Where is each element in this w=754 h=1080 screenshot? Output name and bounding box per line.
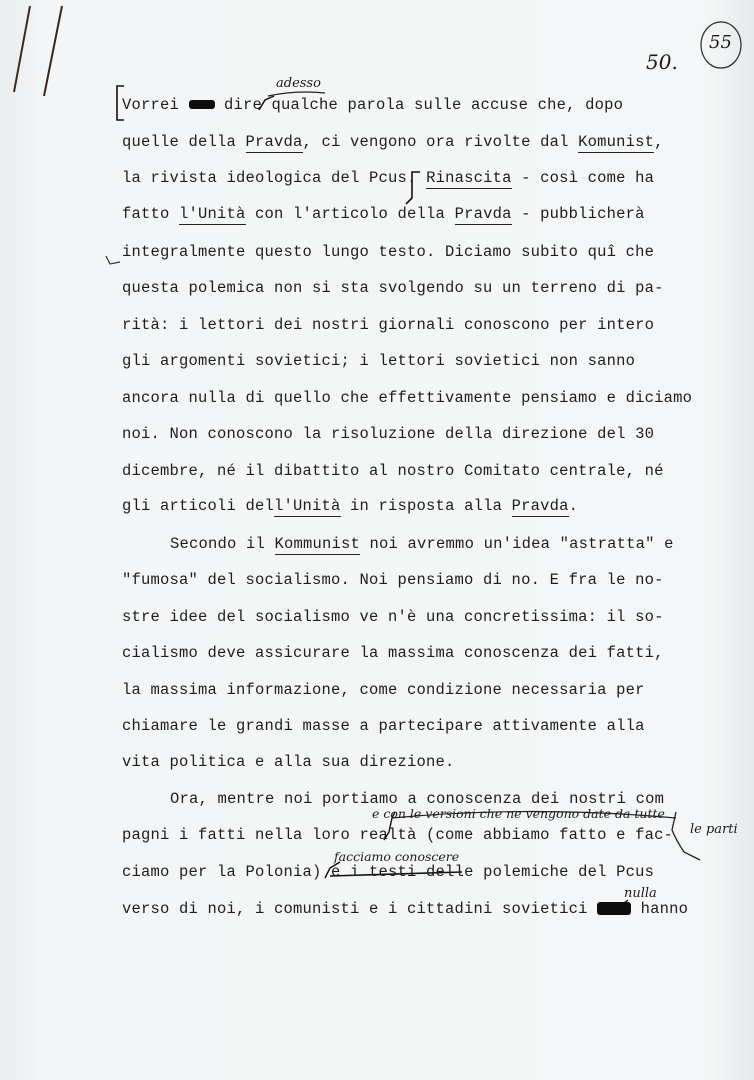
text-line: rità: i lettori dei nostri giornali conoscono per intero bbox=[122, 316, 655, 334]
text-line: questa polemica non si sta svolgendo su un terreno di pa- bbox=[122, 279, 664, 297]
scribbled-word bbox=[189, 100, 215, 109]
annotation-versioni: e con le versioni che ne vengono date da tutte bbox=[372, 806, 665, 821]
margin-tick bbox=[106, 256, 120, 264]
text-line: la massima informazione, come condizione necessaria per bbox=[122, 681, 645, 699]
underlined-title: Rinascita bbox=[426, 169, 512, 187]
annotation-facciamo: facciamo conoscere bbox=[334, 849, 460, 864]
underlined-title: Pravda bbox=[511, 497, 569, 515]
text-line: gli argomenti sovietici; i lettori sovietici non sanno bbox=[122, 352, 636, 370]
struck-text: i testi delle bbox=[350, 863, 474, 881]
underlined-title: l'Unità bbox=[179, 205, 246, 223]
underlined-title: Komunist bbox=[578, 133, 655, 151]
margin-slash-1 bbox=[14, 6, 30, 92]
text-line: stre idee del socialismo ve n'è una concretissima: il so- bbox=[122, 608, 664, 626]
typed-page-number: 50. bbox=[646, 50, 678, 74]
annotation-nulla: nulla bbox=[624, 886, 657, 901]
underlined-title: Pravda bbox=[245, 133, 303, 151]
underlined-title: l'Unità bbox=[274, 497, 341, 515]
text-line: ciamo per la Polonia) e i testi delle polemiche del Pcus bbox=[122, 863, 655, 881]
text-line: integralmente questo lungo testo. Diciamo subito quî che bbox=[122, 243, 655, 261]
annotation-adesso: adesso bbox=[276, 76, 321, 91]
text-line: chiamare le grandi masse a partecipare attivamente alla bbox=[122, 717, 645, 735]
scribbled-word bbox=[597, 902, 631, 915]
annotation-parti: le parti bbox=[690, 822, 738, 837]
text-line: la rivista ideologica del Pcus. Rinascita - così come ha bbox=[122, 169, 655, 187]
text-line: cialismo deve assicurare la massima conoscenza dei fatti, bbox=[122, 644, 664, 662]
text-line: Ora, mentre noi portiamo a conoscenza dei nostri com bbox=[170, 790, 665, 808]
text-line: gli articoli dell'Unità in risposta alla Pravda. bbox=[122, 497, 579, 515]
underlined-title: Pravda bbox=[454, 205, 512, 223]
text-line: "fumosa" del socialismo. Noi pensiamo di no. E fra le no- bbox=[122, 571, 664, 589]
text-line: pagni i fatti nella loro realtà (come abbiamo fatto e fac- bbox=[122, 826, 674, 844]
margin-slash-2 bbox=[44, 6, 62, 96]
text-line: ancora nulla di quello che effettivamente pensiamo e diciamo bbox=[122, 389, 693, 407]
text-line: Vorrei dire qualche parola sulle accuse che, dopo bbox=[122, 96, 624, 114]
text-line: verso di noi, i comunisti e i cittadini sovietici hanno bbox=[122, 900, 689, 918]
text-line: Secondo il Kommunist noi avremmo un'idea "astratta" e bbox=[170, 535, 674, 553]
text-line: dicembre, né il dibattito al nostro Comitato centrale, né bbox=[122, 462, 664, 480]
text-line: vita politica e alla sua direzione. bbox=[122, 753, 455, 771]
underlined-title: Kommunist bbox=[274, 535, 361, 553]
text-line: noi. Non conoscono la risoluzione della direzione del 30 bbox=[122, 425, 655, 443]
text-line: fatto l'Unità con l'articolo della Pravda - pubblicherà bbox=[122, 205, 645, 223]
text-line: quelle della Pravda, ci vengono ora rivolte dal Komunist, bbox=[122, 133, 664, 151]
circled-page-number: 55 bbox=[709, 32, 732, 53]
